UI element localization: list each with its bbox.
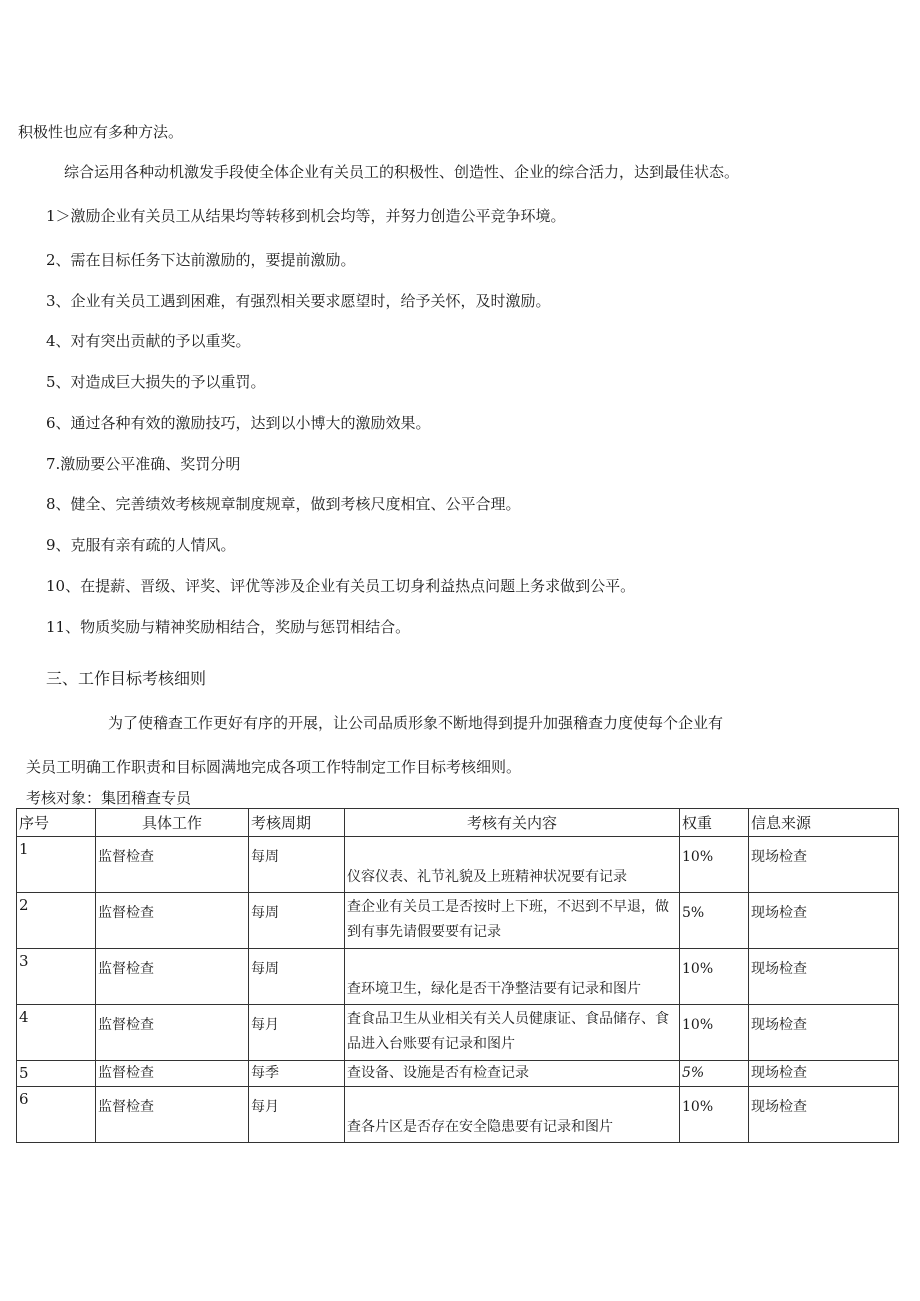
cell-no: 5 [17,1061,96,1087]
cell-work: 监督检查 [96,949,249,1005]
section-intro-line-2: 关员工明确工作职责和目标圆满地完成各项工作特制定工作目标考核细则。 [26,758,522,776]
paragraph-continuation: 积极性也应有多种方法。 [18,123,184,141]
cell-source: 现场检查 [749,837,899,893]
table-row [17,893,899,949]
assessment-target: 考核对象：集团稽查专员 [26,789,192,807]
cell-content: 査食品卫生从业相关有关人员健康证、食品储存、食品进入台账要有记录和图片 [345,1005,680,1061]
list-item: 2、需在目标任务下达前激励的，要提前激励。 [46,251,356,269]
cell-period: 每周 [249,893,345,949]
cell-source: 现场检查 [749,1061,899,1087]
cell-content: 查设备、设施是否有检查记录 [345,1061,680,1087]
cell-work: 监督检查 [96,1061,249,1087]
header-source: 信息来源 [749,809,899,837]
cell-weight: 5% [680,893,749,949]
cell-no: 2 [17,893,96,949]
section-heading: 三、工作目标考核细则 [46,669,207,688]
cell-content: 仪容仪表、礼节礼貌及上班精神状况要有记录 [345,837,680,893]
cell-weight: 10% [680,1005,749,1061]
cell-source: 现场检查 [749,1087,899,1143]
cell-source: 现场检查 [749,949,899,1005]
list-item: 3、企业有关员工遇到困难，有强烈相关要求愿望时，给予关怀，及时激励。 [46,292,551,310]
list-item: 10、在提薪、晋级、评奖、评优等涉及企业有关员工切身利益热点问题上务求做到公平。 [46,577,636,595]
cell-work: 监督检查 [96,837,249,893]
cell-no: 4 [17,1005,96,1061]
header-no: 序号 [17,809,96,837]
cell-weight: 10% [680,949,749,1005]
cell-period: 每周 [249,837,345,893]
cell-weight: 5% [680,1061,749,1087]
cell-no: 3 [17,949,96,1005]
cell-work: 监督检查 [96,1005,249,1061]
cell-content: 查环境卫生，绿化是否干净整洁要有记录和图片 [345,949,680,1005]
list-item: 4、对有突出贡献的予以重奖。 [46,332,251,350]
list-item: 7.激励要公平准确、奖罚分明 [46,455,241,473]
cell-no: 6 [17,1087,96,1143]
header-work: 具体工作 [96,809,249,837]
list-item: 1＞激励企业有关员工从结果均等转移到机会均等，并努力创造公平竞争环境。 [46,207,566,225]
table-row [17,1005,899,1061]
table-row [17,837,899,893]
header-period: 考核周期 [249,809,345,837]
cell-weight: 10% [680,837,749,893]
section-intro-line-1: 为了使稽查工作更好有序的开展，让公司品质形象不断地得到提升加强稽查力度使每个企业有 [108,714,724,732]
header-weight: 权重 [680,809,749,837]
list-item: 11、物质奖励与精神奖励相结合，奖励与惩罚相结合。 [46,618,411,636]
table-header-row [17,809,899,837]
cell-weight: 10% [680,1087,749,1143]
table-row [17,1061,899,1087]
cell-source: 现场检查 [749,1005,899,1061]
header-content: 考核有关内容 [345,809,680,837]
list-item: 9、克服有亲有疏的人情风。 [46,536,236,554]
cell-work: 监督检查 [96,1087,249,1143]
cell-work: 监督检查 [96,893,249,949]
cell-content: 查各片区是否存在安全隐患要有记录和图片 [345,1087,680,1143]
list-item: 6、通过各种有效的激励技巧，达到以小博大的激励效果。 [46,414,431,432]
cell-source: 现场检查 [749,893,899,949]
list-item: 5、对造成巨大损失的予以重罚。 [46,373,266,391]
list-item: 8、健全、完善绩效考核规章制度规章，做到考核尺度相宜、公平合理。 [46,495,521,513]
assessment-table [16,808,899,1143]
cell-period: 每月 [249,1005,345,1061]
cell-period: 每周 [249,949,345,1005]
paragraph-summary: 综合运用各种动机激发手段使全体企业有关员工的积极性、创造性、企业的综合活力，达到最佳状态。 [64,163,740,181]
cell-period: 每月 [249,1087,345,1143]
table-row [17,1087,899,1143]
table-row [17,949,899,1005]
cell-period: 每季 [249,1061,345,1087]
cell-content: 查企业有关员工是否按时上下班，不迟到不早退，做到有事先请假要要有记录 [345,893,680,949]
cell-no: 1 [17,837,96,893]
